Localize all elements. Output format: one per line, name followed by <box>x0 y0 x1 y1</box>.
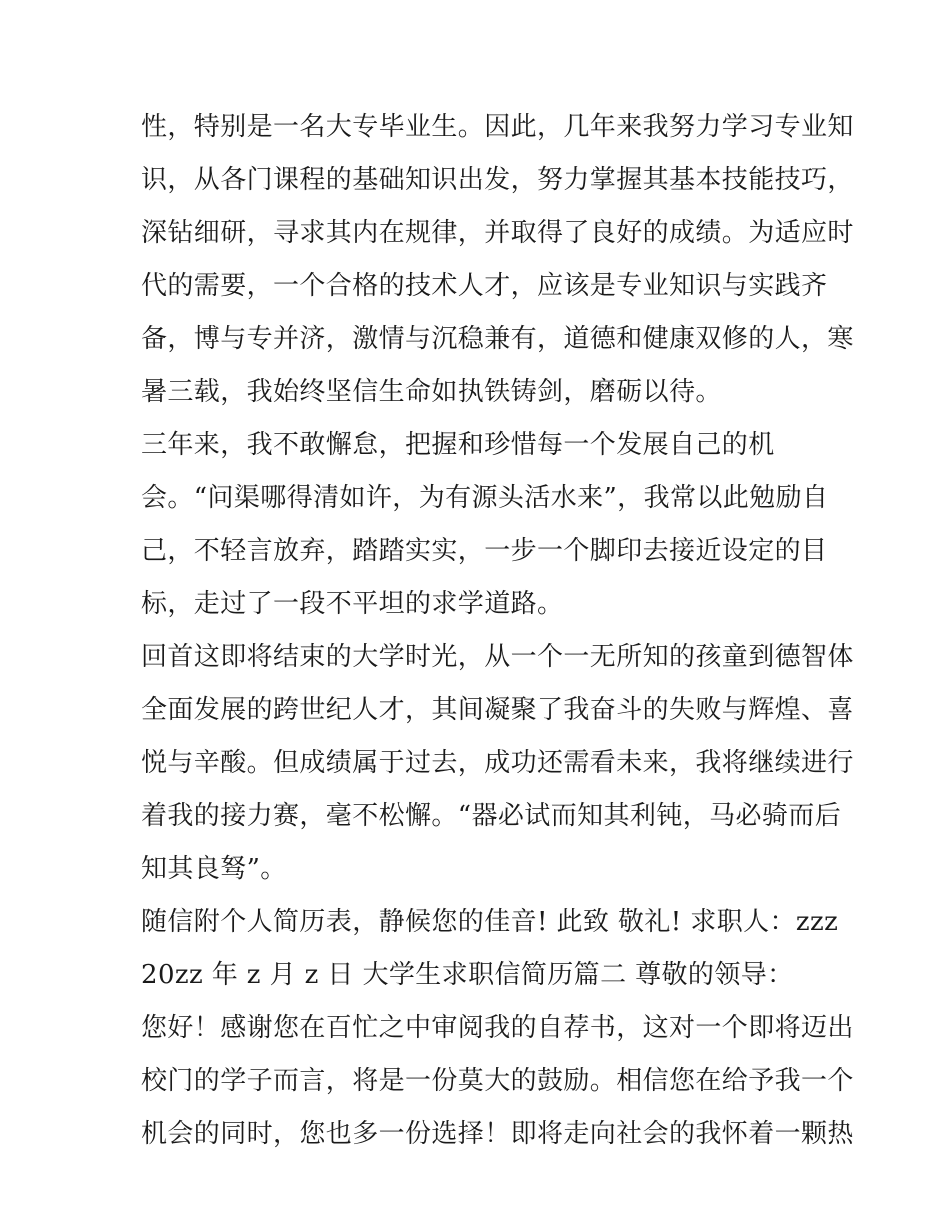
text-line: 全面发展的跨世纪人才，其间凝聚了我奋斗的失败与辉煌、喜 <box>141 695 854 725</box>
text-line: 您好！感谢您在百忙之中审阅我的自荐书，这对一个即将迈出 <box>141 1013 854 1043</box>
text-line: 知其良驽”。 <box>141 854 287 884</box>
text-line: 识，从各门课程的基础知识出发，努力掌握其基本技能技巧， <box>141 165 854 195</box>
text-line: 代的需要，一个合格的技术人才，应该是专业知识与实践齐 <box>141 271 828 301</box>
text-line: 机会的同时，您也多一份选择！即将走向社会的我怀着一颗热 <box>141 1119 854 1149</box>
text-line: 标，走过了一段不平坦的求学道路。 <box>141 589 564 619</box>
text-line: 悦与辛酸。但成绩属于过去，成功还需看未来，我将继续进行 <box>141 748 854 778</box>
text-line: 随信附个人简历表，静候您的佳音! 此致 敬礼! 求职人：zzz <box>141 907 839 937</box>
text-line: 回首这即将结束的大学时光，从一个一无所知的孩童到德智体 <box>141 642 854 672</box>
text-line: 20zz 年 z 月 z 日 大学生求职信简历篇二 尊敬的领导： <box>141 960 794 990</box>
text-line: 会。“问渠哪得清如许，为有源头活水来”，我常以此勉励自 <box>141 483 829 513</box>
text-line: 性，特别是一名大专毕业生。因此，几年来我努力学习专业知 <box>141 112 854 142</box>
text-line: 备，博与专并济，激情与沉稳兼有，道德和健康双修的人，寒 <box>141 324 854 354</box>
text-line: 暑三载，我始终坚信生命如执铁铸剑，磨砺以待。 <box>141 377 722 407</box>
text-line: 校门的学子而言，将是一份莫大的鼓励。相信您在给予我一个 <box>141 1066 854 1096</box>
text-line: 深钻细研，寻求其内在规律，并取得了良好的成绩。为适应时 <box>141 218 854 248</box>
text-line: 己，不轻言放弃，踏踏实实，一步一个脚印去接近设定的目 <box>141 536 828 566</box>
text-line: 三年来，我不敢懈怠，把握和珍惜每一个发展自己的机 <box>141 430 775 460</box>
text-line: 着我的接力赛，毫不松懈。“器必试而知其利钝，马必骑而后 <box>141 801 842 831</box>
